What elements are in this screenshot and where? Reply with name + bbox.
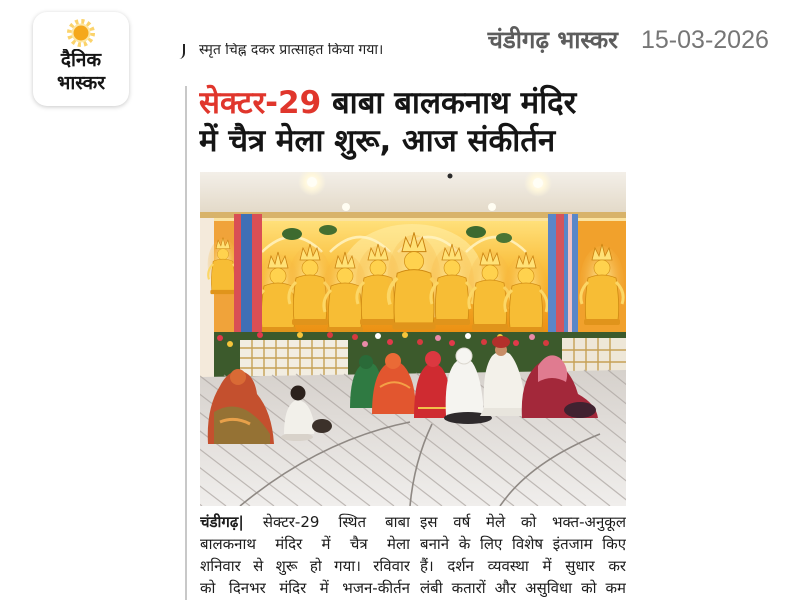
headline-line-2: में चैत्र मेला शुरू, आज संकीर्तन xyxy=(199,123,556,159)
temple-photo-art xyxy=(200,172,626,506)
body-line: इस वर्ष मेले को भक्त-अनुकूल xyxy=(420,513,626,531)
edition-date: 15-03-2026 xyxy=(641,26,769,54)
article-headline xyxy=(199,84,631,160)
article-photo xyxy=(200,172,626,506)
dateline: चंडीगढ़| xyxy=(200,513,244,531)
body-line: बालकनाथ मंदिर में चैत्र मेला xyxy=(200,535,410,553)
headline-highlight: सेक्टर-29 xyxy=(199,85,322,121)
logo-text-line2: भास्कर xyxy=(56,72,106,94)
headline-line-1 xyxy=(199,84,631,122)
body-line: लंबी कतारों और असुविधा को कम xyxy=(420,579,626,597)
adjacent-item-tail xyxy=(199,43,449,59)
sun-icon xyxy=(66,18,96,48)
article-body-right-column xyxy=(420,511,626,600)
body-line-text: सेक्टर-29 स्थित बाबा xyxy=(262,513,410,531)
headline-line-1-rest: बाबा बालकनाथ मंदिर xyxy=(331,85,577,121)
article-body-left-column xyxy=(200,511,410,600)
body-line xyxy=(200,511,410,533)
body-line: बनाने के लिए विशेष इंतजाम किए xyxy=(420,535,626,553)
body-line: हैं। दर्शन व्यवस्था में सुधार कर xyxy=(420,557,626,575)
adjacent-column-fragment xyxy=(178,44,185,59)
dainik-bhaskar-logo[interactable] xyxy=(33,12,129,106)
column-rule xyxy=(185,86,187,600)
edition-name: चंडीगढ़ भास्कर xyxy=(487,26,618,54)
body-line: शनिवार से शुरू हो गया। रविवार xyxy=(200,557,410,575)
temple-ceiling xyxy=(200,172,626,221)
adjacent-item-tail-text: स्मृत चिह्न दकर प्रात्साहत किया गया। xyxy=(199,43,384,58)
logo-text-line1: दैनिक xyxy=(60,49,102,71)
body-line: को दिनभर मंदिर में भजन-कीर्तन xyxy=(200,579,410,597)
